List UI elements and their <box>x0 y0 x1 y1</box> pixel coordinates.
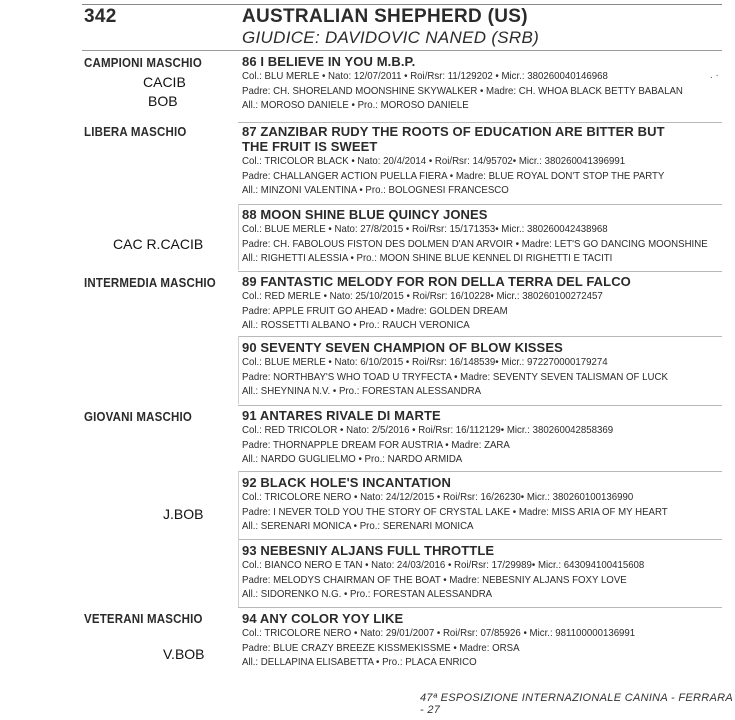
category-giovani-maschio: GIOVANI MASCHIO <box>84 410 192 424</box>
entry-94 <box>242 611 720 670</box>
entry-owner-line: All.: RIGHETTI ALESSIA • Pro.: MOON SHINE BLUE KENNEL DI RIGHETTI E TACITI <box>242 252 613 264</box>
entry-86 <box>242 54 720 113</box>
entry-side-rule <box>238 471 239 539</box>
entry-parents-line: Padre: I NEVER TOLD YOU THE STORY OF CRYSTAL LAKE • Madre: MISS ARIA OF MY HEART <box>242 505 668 518</box>
scan-dots: . · <box>710 70 719 81</box>
entry-title-continued: THE FRUIT IS SWEET <box>242 139 378 154</box>
entry-title: 90 SEVENTY SEVEN CHAMPION OF BLOW KISSES <box>242 340 563 355</box>
entry-owner-line: All.: SHEYNINA N.V. • Pro.: FORESTAN ALESSANDRA <box>242 385 482 397</box>
entry-color-line: Col.: TRICOLORE NERO • Nato: 29/01/2007 • Roi/Rsr: 07/85926 • Micr.: 981100000136991 <box>242 627 636 639</box>
header-top-rule <box>82 4 722 5</box>
entry-side-rule <box>238 539 239 607</box>
entry-color-line: Col.: RED MERLE • Nato: 25/10/2015 • Roi/Rsr: 16/10228• Micr.: 380260100272457 <box>242 290 603 302</box>
entry-owner-line: All.: SIDORENKO N.G. • Pro.: FORESTAN ALESSANDRA <box>242 588 493 600</box>
judge-line: GIUDICE: DAVIDOVIC NANED (SRB) <box>242 28 540 47</box>
entry-parents-line: Padre: CHALLANGER ACTION PUELLA FIERA • Madre: BLUE ROYAL DON'T STOP THE PARTY <box>242 169 665 182</box>
entry-color-line: Col.: BLUE MERLE • Nato: 27/8/2015 • Roi/Rsr: 15/171353• Micr.: 380260042438968 <box>242 223 608 235</box>
page-footer: 47ª ESPOSIZIONE INTERNAZIONALE CANINA - FERRARA - 27 <box>420 692 733 716</box>
entry-separator <box>238 122 722 123</box>
entry-87 <box>242 124 720 198</box>
entry-88 <box>242 207 720 266</box>
header-bottom-rule <box>82 50 722 51</box>
category-campioni-maschio: CAMPIONI MASCHIO <box>84 56 202 70</box>
entry-owner-line: All.: MOROSO DANIELE • Pro.: MOROSO DANIELE <box>242 99 469 111</box>
entry-separator <box>238 271 722 272</box>
entry-title: 88 MOON SHINE BLUE QUINCY JONES <box>242 207 488 222</box>
entry-89 <box>242 274 720 333</box>
entry-owner-line: All.: MINZONI VALENTINA • Pro.: BOLOGNESI FRANCESCO <box>242 184 509 196</box>
entry-color-line: Col.: TRICOLOR BLACK • Nato: 20/4/2014 • Roi/Rsr: 14/95702• Micr.: 380260041396991 <box>242 155 626 167</box>
entry-color-line: Col.: BLU MERLE • Nato: 12/07/2011 • Roi/Rsr: 11/129202 • Micr.: 380260040146968 <box>242 70 608 82</box>
entry-owner-line: All.: NARDO GUGLIELMO • Pro.: NARDO ARMIDA <box>242 453 463 465</box>
entry-parents-line: Padre: NORTHBAY'S WHO TOAD U TRYFECTA • Madre: SEVENTY SEVEN TALISMAN OF LUCK <box>242 370 668 383</box>
entry-90 <box>242 340 720 399</box>
entry-parents-line: Padre: BLUE CRAZY BREEZE KISSMEKISSME • Madre: ORSA <box>242 641 520 654</box>
entry-title: 94 ANY COLOR YOY LIKE <box>242 611 404 626</box>
entry-separator <box>238 204 722 205</box>
entry-owner-line: All.: ROSSETTI ALBANO • Pro.: RAUCH VERONICA <box>242 319 470 331</box>
entry-separator <box>238 336 722 337</box>
entry-side-rule <box>238 336 239 404</box>
entry-parents-line: Padre: CH. FABOLOUS FISTON DES DOLMEN D'AN ARVOIR • Madre: LET'S GO DANCING MOONSHINE <box>242 237 708 250</box>
entry-color-line: Col.: TRICOLORE NERO • Nato: 24/12/2015 • Roi/Rsr: 16/26230• Micr.: 380260100136990 <box>242 491 634 503</box>
entry-parents-line: Padre: MELODYS CHAIRMAN OF THE BOAT • Madre: NEBESNIY ALJANS FOXY LOVE <box>242 573 627 586</box>
entry-title: 93 NEBESNIY ALJANS FULL THROTTLE <box>242 543 495 558</box>
award-cac-rcacib: CAC R.CACIB <box>113 236 204 252</box>
entry-title: 87 ZANZIBAR RUDY THE ROOTS OF EDUCATION ARE BITTER BUT <box>242 124 665 139</box>
entry-separator <box>238 471 722 472</box>
entry-title: 91 ANTARES RIVALE DI MARTE <box>242 408 441 423</box>
entry-separator <box>238 539 722 540</box>
entry-side-rule <box>238 204 239 270</box>
breed-number: 342 <box>84 6 117 27</box>
entry-title: 92 BLACK HOLE'S INCANTATION <box>242 475 451 490</box>
entry-92 <box>242 475 720 534</box>
entry-title: 86 I BELIEVE IN YOU M.B.P. <box>242 54 416 69</box>
entry-owner-line: All.: SERENARI MONICA • Pro.: SERENARI MONICA <box>242 520 474 532</box>
breed-title: AUSTRALIAN SHEPHERD (US) <box>242 6 528 27</box>
entry-parents-line: Padre: APPLE FRUIT GO AHEAD • Madre: GOLDEN DREAM <box>242 304 508 317</box>
entry-title: 89 FANTASTIC MELODY FOR RON DELLA TERRA DEL FALCO <box>242 274 631 289</box>
category-intermedia-maschio: INTERMEDIA MASCHIO <box>84 276 216 290</box>
entry-separator <box>238 607 722 608</box>
award-vbob: V.BOB <box>163 646 205 662</box>
category-libera-maschio: LIBERA MASCHIO <box>84 125 187 139</box>
entry-91 <box>242 408 720 467</box>
award-cacib: CACIB <box>143 74 186 90</box>
award-bob: BOB <box>148 93 178 109</box>
award-jbob: J.BOB <box>163 506 204 522</box>
entry-color-line: Col.: RED TRICOLOR • Nato: 2/5/2016 • Roi/Rsr: 16/112129• Micr.: 380260042858369 <box>242 424 614 436</box>
entry-owner-line: All.: DELLAPINA ELISABETTA • Pro.: PLACA ENRICO <box>242 656 477 668</box>
entry-color-line: Col.: BLUE MERLE • Nato: 6/10/2015 • Roi/Rsr: 16/148539• Micr.: 972270000179274 <box>242 356 608 368</box>
entry-parents-line: Padre: THORNAPPLE DREAM FOR AUSTRIA • Madre: ZARA <box>242 438 510 451</box>
entry-separator <box>238 405 722 406</box>
entry-color-line: Col.: BIANCO NERO E TAN • Nato: 24/03/2016 • Roi/Rsr: 17/29989• Micr.: 643094100415608 <box>242 559 645 571</box>
entry-parents-line: Padre: CH. SHORELAND MOONSHINE SKYWALKER • Madre: CH. WHOA BLACK BETTY BABALAN <box>242 84 683 97</box>
entry-93 <box>242 543 720 602</box>
category-veterani-maschio: VETERANI MASCHIO <box>84 612 203 626</box>
